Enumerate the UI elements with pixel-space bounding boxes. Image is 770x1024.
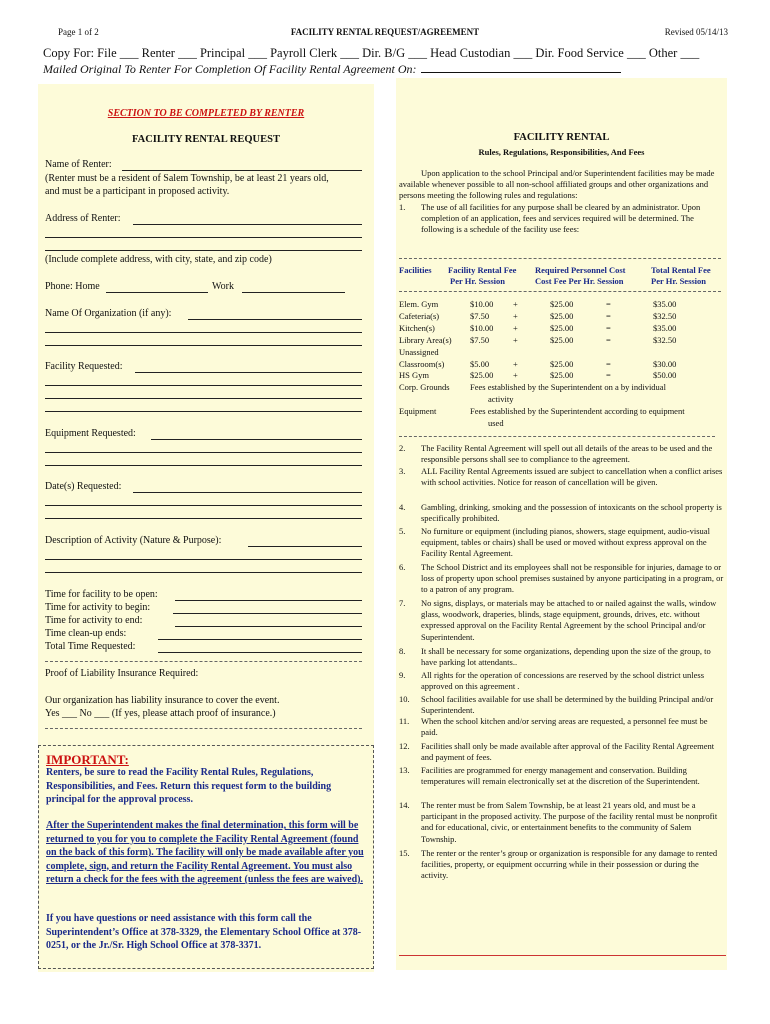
fee-personnel-2: $25.00 [550, 322, 574, 333]
rule-4 [399, 502, 725, 524]
fee-facility-3: Library Area(s) [399, 334, 452, 345]
rule-12 [399, 741, 725, 763]
equipment-fee-label: Equipment [399, 406, 437, 416]
rule-number: 9. [399, 670, 406, 680]
rule-text: School facilities available for use shall be determined by the building Principal and/or Superintendent. [421, 694, 714, 716]
rule-number: 10. [399, 694, 410, 704]
rule-number: 4. [399, 502, 406, 512]
col-facilities: Facilities [399, 265, 432, 275]
time-open-field[interactable] [175, 600, 362, 601]
rule-3 [399, 466, 725, 488]
organization-field-3[interactable] [45, 345, 362, 346]
rule-text: No furniture or equipment (including pianos, showers, stage equipment, audio-visual equipment, tables or chairs) shall be used or moved without express approval on the Facility Rental Agreement. [421, 526, 710, 559]
equipment-fee-text-1: Fees established by the Superintendent according to equipment [470, 406, 685, 416]
fee-plus-1: + [513, 310, 518, 321]
total-time-field[interactable] [158, 652, 362, 653]
rule-number: 14. [399, 800, 410, 810]
col-rental-fee-line-1: Facility Rental Fee [448, 265, 517, 275]
rule-2 [399, 443, 725, 465]
phone-home-label: Phone: Home [45, 281, 100, 292]
activity-field-2[interactable] [45, 559, 362, 560]
fee-rental-2: $10.00 [470, 322, 494, 333]
divider-insurance-bottom [45, 728, 362, 729]
rule-number: 12. [399, 741, 410, 751]
rule-text: When the school kitchen and/or serving areas are requested, a personnel fee must be paid. [421, 716, 708, 738]
fee-rental-5: $5.00 [470, 358, 490, 369]
fee-facility-4: Unassigned [399, 346, 439, 357]
rule-1 [399, 202, 725, 236]
rule-number: 11. [399, 716, 410, 726]
fee-facility-6: HS Gym [399, 370, 429, 381]
fee-rental-3: $7.50 [470, 334, 490, 345]
rule-15 [399, 848, 725, 882]
organization-label: Name Of Organization (if any): [45, 308, 172, 319]
time-end-label: Time for activity to end: [45, 615, 143, 626]
rules-bottom-rule [399, 955, 726, 956]
rule-text: The School District and its employees shall not be responsible for injuries, damage to or loss of property upon school premises sustained by anyone participating in a program, or to a patron of any program. [421, 562, 724, 595]
request-title: FACILITY RENTAL REQUEST [131, 134, 280, 145]
rule-number: 2. [399, 443, 406, 453]
fee-total-5: $30.00 [653, 358, 677, 369]
fee-personnel-1: $25.00 [550, 310, 574, 321]
fee-total-6: $50.00 [653, 370, 677, 381]
address-note: (Include complete address, with city, state, and zip code) [45, 254, 272, 265]
dates-field-1[interactable] [133, 492, 362, 493]
important-paragraph-1: Renters, be sure to read the Facility Rental Rules, Regulations, Responsibilities, and Fees. Return this request form to the building principal for the approval process. [46, 767, 332, 805]
rule-5 [399, 526, 725, 560]
fee-equals-5: = [606, 358, 611, 369]
col-rental-fee-line-2: Per Hr. Session [450, 276, 506, 286]
revised-date: Revised 05/14/13 [664, 27, 728, 37]
fee-plus-3: + [513, 334, 518, 345]
important-title: IMPORTANT: [46, 752, 129, 767]
phone-work-field[interactable] [242, 292, 345, 293]
col-personnel-line-1: Required Personnel Cost [535, 265, 626, 275]
rule-text: Facilities are programmed for energy management and conservation. Building temperatures will remain electronically set at the discretion of the Superintendent. [421, 765, 700, 787]
address-field-3[interactable] [45, 250, 362, 251]
fee-facility-0: Elem. Gym [399, 299, 439, 309]
time-open-label: Time for facility to be open: [45, 589, 158, 600]
address-field-1[interactable] [133, 224, 362, 225]
rule-6 [399, 562, 725, 596]
address-field-2[interactable] [45, 237, 362, 238]
rule-text: The Facility Rental Agreement will spell out all details of the areas to be used and the responsible persons shall see to compliance to the agreement. [421, 443, 713, 465]
section-title: SECTION TO BE COMPLETED BY RENTER [107, 108, 305, 119]
rule-13 [399, 765, 725, 787]
rule-number: 7. [399, 598, 406, 608]
rule-1-number: 1. [399, 202, 406, 212]
equipment-label: Equipment Requested: [45, 428, 136, 439]
col-personnel-line-2: Cost Fee Per Hr. Session [535, 276, 624, 286]
time-cleanup-label: Time clean-up ends: [45, 628, 127, 639]
dates-field-2[interactable] [45, 505, 362, 506]
rule-text: ALL Facility Rental Agreements issued are subject to cancellation when a conflict arises with school activities. Notice for reason of cancellation will be given. [421, 466, 723, 488]
rule-number: 6. [399, 562, 406, 572]
phone-work-label: Work [212, 281, 234, 292]
address-label: Address of Renter: [45, 213, 121, 224]
fee-personnel-3: $25.00 [550, 334, 574, 345]
rule-10 [399, 694, 725, 716]
fee-facility-2: Kitchen(s) [399, 322, 435, 333]
equipment-field-3[interactable] [45, 465, 362, 466]
mailed-original-line [43, 62, 743, 77]
dates-label: Date(s) Requested: [45, 481, 122, 492]
fee-personnel-0: $25.00 [550, 299, 574, 309]
fee-plus-5: + [513, 358, 518, 369]
rule-text: It shall be necessary for some organizations, depending upon the size of the group, to have parking lot attendants.. [421, 646, 711, 668]
total-time-label: Total Time Requested: [45, 641, 136, 652]
mailed-original-label: Mailed Original To Renter For Completion Of Facility Rental Agreement On: [43, 62, 417, 76]
fee-total-2: $35.00 [653, 322, 677, 333]
equipment-field-1[interactable] [151, 439, 362, 440]
rule-7 [399, 598, 725, 643]
time-end-field[interactable] [175, 626, 362, 627]
fee-equals-3: = [606, 334, 611, 345]
rule-text: Gambling, drinking, smoking and the possession of intoxicants on the school property is specifically prohibited. [421, 502, 722, 524]
insurance-question: Our organization has liability insurance to cover the event. [45, 695, 280, 706]
equipment-field-2[interactable] [45, 452, 362, 453]
fee-plus-0: + [513, 299, 518, 309]
column-gap [374, 94, 396, 972]
fee-equals-0: = [606, 299, 611, 309]
facility-label: Facility Requested: [45, 361, 123, 372]
rule-text: Facilities shall only be made available after approval of the Facility Rental Agreement and payment of fees. [421, 741, 715, 763]
col-total-line-1: Total Rental Fee [651, 265, 711, 275]
rule-number: 3. [399, 466, 406, 476]
col-total [651, 265, 711, 287]
document-title: FACILITY RENTAL REQUEST/AGREEMENT [290, 27, 480, 37]
time-begin-field[interactable] [173, 613, 362, 614]
name-note-1: (Renter must be a resident of Salem Township, be at least 21 years old, [45, 173, 329, 184]
rule-1-text: The use of all facilities for any purpose shall be cleared by an administrator. Upon completion of an application, fees and services required will be determined. The following is a schedule of the facility use fees: [421, 202, 701, 235]
fee-total-0: $35.00 [653, 299, 677, 309]
equipment-fee-text-2: used [488, 418, 504, 428]
facility-field-4[interactable] [45, 411, 362, 412]
rule-14 [399, 800, 725, 845]
organization-field-2[interactable] [45, 332, 362, 333]
col-total-line-2: Per Hr. Session [651, 276, 707, 286]
fee-table-top-rule [399, 258, 721, 259]
fee-rental-6: $25.00 [470, 370, 494, 381]
name-label: Name of Renter: [45, 159, 112, 170]
facility-field-3[interactable] [45, 398, 362, 399]
fee-personnel-6: $25.00 [550, 370, 574, 381]
rule-11 [399, 716, 725, 738]
fee-personnel-5: $25.00 [550, 358, 574, 369]
facility-field-1[interactable] [135, 372, 362, 373]
page-header [0, 27, 770, 41]
fee-rental-0: $10.00 [470, 299, 494, 309]
rule-9 [399, 670, 725, 692]
name-of-renter-field[interactable] [122, 170, 362, 171]
rules-subtitle: Rules, Regulations, Responsibilities, And Fees [478, 147, 645, 157]
page-number: Page 1 of 2 [58, 27, 99, 37]
fee-plus-2: + [513, 322, 518, 333]
facility-field-2[interactable] [45, 385, 362, 386]
fee-equals-2: = [606, 322, 611, 333]
time-cleanup-field[interactable] [158, 639, 362, 640]
rule-text: All rights for the operation of concessions are reserved by the school district unless approved on this agreement . [421, 670, 705, 692]
corp-grounds-text-2: activity [488, 394, 514, 404]
important-paragraph-2: After the Superintendent makes the final determination, this form will be returned to you for you to complete the Facility Rental Agreement (found on the back of this form). The facility will only be made available after you complete, sign, and return the Facility Rental Agreement. You must also return a check for the fees with the agreement (unless the fees are waived). [46, 820, 364, 885]
fee-total-3: $32.50 [653, 334, 677, 345]
organization-field-1[interactable] [188, 319, 362, 320]
rule-number: 15. [399, 848, 410, 858]
phone-home-field[interactable] [106, 292, 208, 293]
fee-equals-6: = [606, 370, 611, 381]
fee-table-header-rule [399, 291, 721, 292]
name-note-2: and must be a participant in proposed activity. [45, 186, 230, 197]
rule-number: 8. [399, 646, 406, 656]
rule-text: The renter must be from Salem Township, be at least 21 years old, and must be a participant in the proposed activity. The purpose of the facility rental must be nonprofit and for educational, civic, or entertainment benefits to the community of Salem Township. [421, 800, 718, 844]
rule-text: No signs, displays, or materials may be attached to or nailed against the walls, window glass, woodwork, draperies, blinds, stage equipment, grounds, drives, etc. without expressed approval on the Facility Rental Agreement by the school Principal and/or Superintendent. [421, 598, 717, 642]
fee-facility-1: Cafeteria(s) [399, 310, 440, 321]
fee-rental-1: $7.50 [470, 310, 490, 321]
important-paragraph-3: If you have questions or need assistance with this form call the Superintendent’s Office at 378-3329, the Elementary School Office at 378-0251, or the Jr./Sr. High School Office at 378-3371. [46, 913, 362, 951]
activity-field-3[interactable] [45, 572, 362, 573]
insurance-label: Proof of Liability Insurance Required: [45, 668, 199, 679]
copy-for-line: Copy For: File ___ Renter ___ Principal ___ Payroll Clerk ___ Dir. B/G ___ Head Custodian ___ Dir. Food Service ___ Other ___ [43, 46, 700, 60]
dates-field-3[interactable] [45, 518, 362, 519]
fee-table-bottom-rule [399, 436, 715, 437]
rules-title: FACILITY RENTAL [513, 132, 610, 143]
fee-equals-1: = [606, 310, 611, 321]
rule-8 [399, 646, 725, 668]
divider-insurance-top [45, 661, 362, 662]
fee-facility-5: Classroom(s) [399, 358, 445, 369]
corp-grounds-text-1: Fees established by the Superintendent on a by individual [470, 382, 666, 392]
fee-plus-6: + [513, 370, 518, 381]
col-personnel [535, 265, 626, 287]
rule-number: 13. [399, 765, 410, 775]
time-begin-label: Time for activity to begin: [45, 602, 151, 613]
col-rental-fee [448, 265, 516, 287]
insurance-yes-no[interactable]: Yes ___ No ___ (If yes, please attach proof of insurance.) [45, 708, 276, 719]
activity-field-1[interactable] [248, 546, 362, 547]
mailed-date-blank[interactable] [421, 62, 621, 73]
fee-total-1: $32.50 [653, 310, 677, 321]
rules-intro: Upon application to the school Principal and/or Superintendent facilities may be made available whenever possible to all non-school affiliated groups and other organizations and persons meeting the following rules and regulations: [399, 168, 715, 201]
rule-number: 5. [399, 526, 406, 536]
rule-text: The renter or the renter’s group or organization is responsible for any damage to rented facilities, property, or equipment occurring while in their possession or during the activity. [421, 848, 718, 881]
activity-label: Description of Activity (Nature & Purpose): [45, 535, 222, 546]
corp-grounds-label: Corp. Grounds [399, 382, 450, 392]
